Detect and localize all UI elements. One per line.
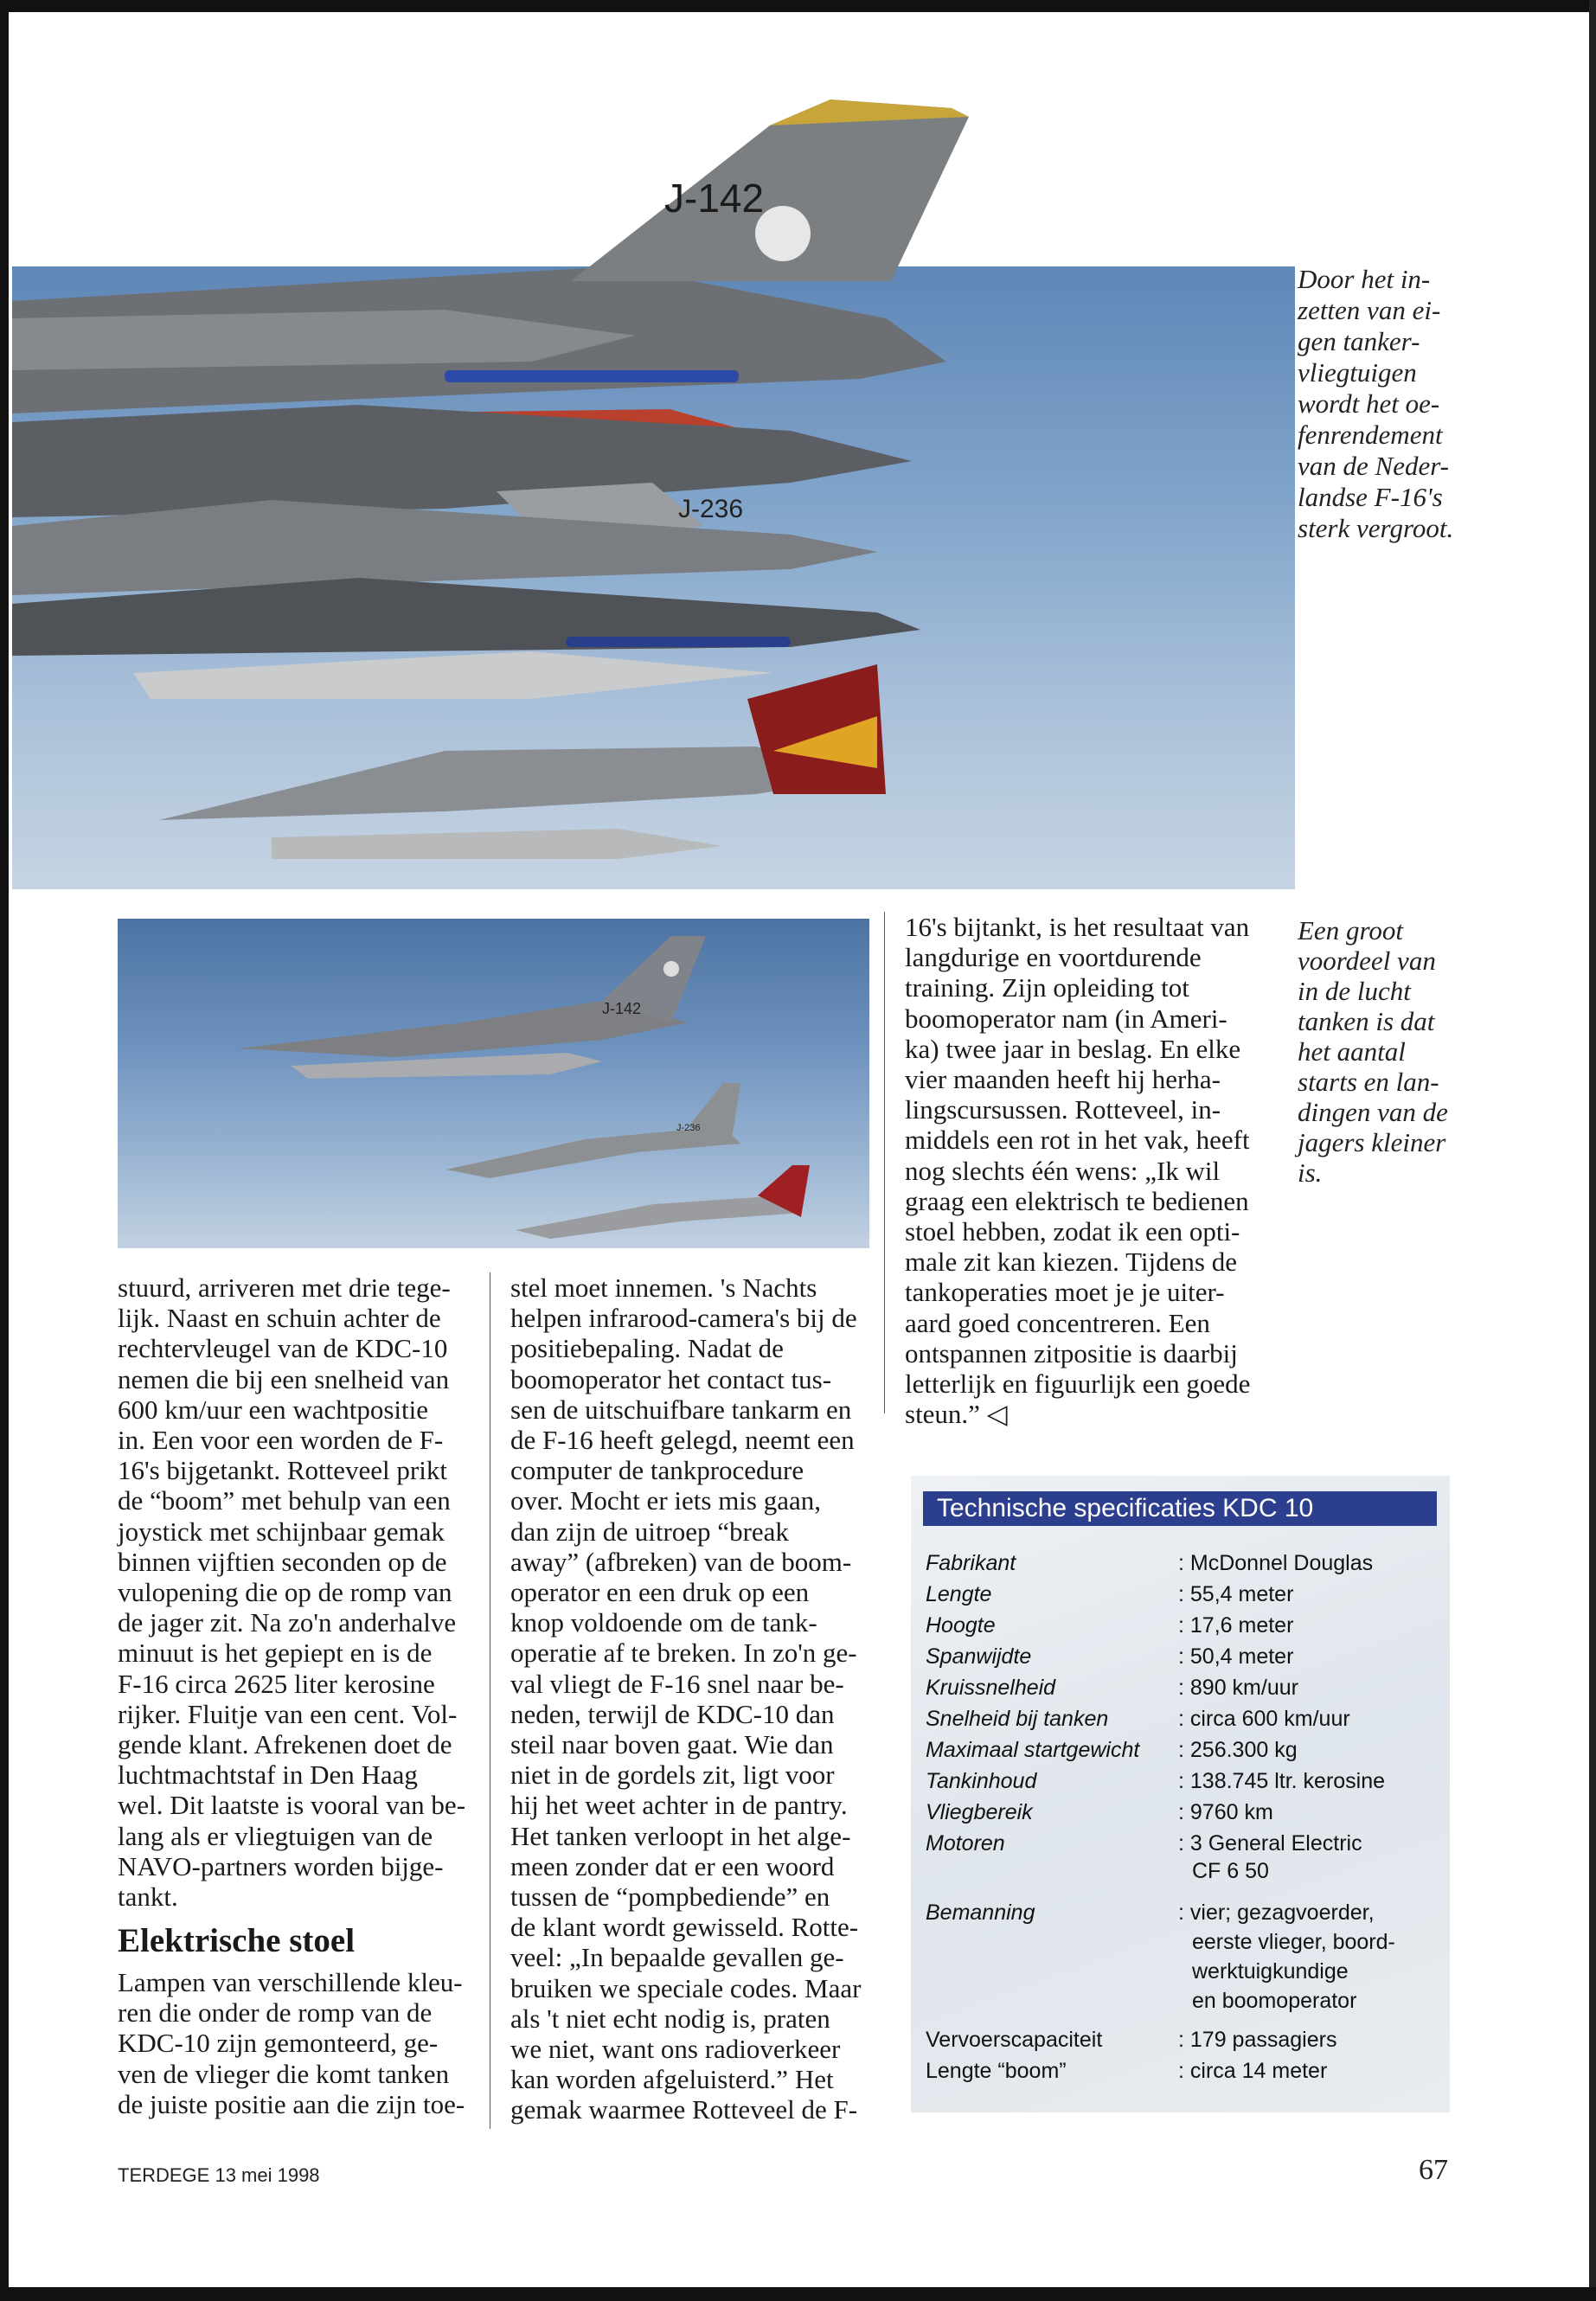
text-line: computer de tankprocedure <box>510 1455 804 1486</box>
hero-tail-fin <box>571 82 986 281</box>
text-line: sen de uitschuifbare tankarm en <box>510 1394 852 1425</box>
text-line: nog slechts één wens: „Ik wil <box>905 1155 1221 1186</box>
scan-border-right <box>1589 0 1596 2301</box>
text-line: F-16 circa 2625 liter kerosine <box>118 1668 435 1699</box>
scan-border-bottom <box>0 2287 1596 2301</box>
text-line: de F-16 heeft gelegd, neemt een <box>510 1425 855 1456</box>
spec-box-title: Technische specificaties KDC 10 <box>923 1491 1437 1526</box>
spec-value: : 17,6 meter <box>1178 1613 1294 1638</box>
text-line: neden, terwijl de KDC-10 dan <box>510 1698 835 1729</box>
text-line: training. Zijn opleiding tot <box>905 972 1189 1003</box>
jet-4-tank <box>272 829 721 859</box>
text-line: male zit kan kiezen. Tijdens de <box>905 1247 1237 1278</box>
text-line: aard goed concentreren. Een <box>905 1307 1210 1338</box>
text-line: knop voldoende om de tank- <box>510 1607 817 1638</box>
caption-line: Een groot <box>1298 915 1403 945</box>
spec-value: : 138.745 ltr. kerosine <box>1178 1769 1386 1793</box>
photo2-tail-code: J-142 <box>602 1000 642 1017</box>
caption-line: tanken is dat <box>1298 1006 1435 1036</box>
spec-label: Maximaal startgewicht <box>926 1738 1140 1762</box>
spec-label: Kruissnelheid <box>926 1676 1056 1700</box>
caption-line: van de Neder- <box>1298 451 1449 481</box>
caption-line: zetten van ei- <box>1298 295 1441 325</box>
text-line: away” (afbreken) van de boom- <box>510 1546 852 1577</box>
spec-value: werktuigkundige <box>1192 1959 1349 1984</box>
caption-line: starts en lan- <box>1298 1067 1439 1097</box>
text-line: over. Mocht er iets mis gaan, <box>510 1485 821 1516</box>
hero-photo-illustration <box>12 266 1295 889</box>
spec-label: Spanwijdte <box>926 1644 1032 1669</box>
text-line: ren die onder de romp van de <box>118 1997 433 2029</box>
text-line: tankt. <box>118 1881 178 1913</box>
article-column-3 <box>905 912 1264 1429</box>
spec-label: Lengte “boom” <box>926 2059 1067 2083</box>
section-heading: Elektrische stoel <box>118 1922 356 1959</box>
text-line: lijk. Naast en schuin achter de <box>118 1303 441 1334</box>
text-line: de klant wordt gewisseld. Rotte- <box>510 1912 859 1943</box>
spec-label: Motoren <box>926 1831 1005 1856</box>
text-line: rijker. Fluitje van een cent. Vol- <box>118 1698 458 1729</box>
text-line: letterlijk en figuurlijk een goede <box>905 1368 1251 1400</box>
text-line: veel: „In bepaalde gevallen ge- <box>510 1942 844 1973</box>
text-line: 600 km/uur een wachtpositie <box>118 1394 428 1425</box>
text-line: joystick met schijnbaar gemak <box>118 1516 445 1547</box>
caption-line: Door het in- <box>1298 264 1431 294</box>
photo-caption-top <box>1298 264 1479 544</box>
text-line: boomoperator nam (in Ameri- <box>905 1003 1227 1034</box>
text-line: middels een rot in het vak, heeft <box>905 1125 1250 1156</box>
article-column-1-continued <box>118 1967 468 2119</box>
spec-label: Bemanning <box>926 1900 1035 1925</box>
formation-photo <box>118 919 869 1248</box>
text-line: helpen infrarood-camera's bij de <box>510 1303 857 1334</box>
spec-value: eerste vlieger, boord- <box>1192 1930 1395 1954</box>
text-line: luchtmachtstaf in Den Haag <box>118 1759 418 1791</box>
text-line: bruiken we speciale codes. Maar <box>510 1972 862 2003</box>
page-number: 67 <box>1419 2154 1448 2186</box>
text-line: val vliegt de F-16 snel naar be- <box>510 1668 844 1699</box>
spec-value: : vier; gezagvoerder, <box>1178 1900 1375 1925</box>
caption-line: in de lucht <box>1298 976 1411 1006</box>
spec-value: CF 6 50 <box>1192 1859 1269 1883</box>
roundel-icon <box>663 961 679 977</box>
caption-line: sterk vergroot. <box>1298 513 1454 543</box>
spec-value: en boomoperator <box>1192 1989 1357 2013</box>
text-line: minuut is het gepiept en is de <box>118 1638 433 1669</box>
text-line: niet in de gordels zit, ligt voor <box>510 1759 835 1791</box>
text-line: stuurd, arriveren met drie tege- <box>118 1272 451 1303</box>
text-line: wel. Dit laatste is vooral van be- <box>118 1790 466 1821</box>
caption-line: voordeel van <box>1298 945 1436 976</box>
caption-line: jagers kleiner <box>1298 1127 1446 1157</box>
caption-line: wordt het oe- <box>1298 388 1440 419</box>
text-line: ka) twee jaar in beslag. En elke <box>905 1033 1241 1064</box>
text-line: nemen die bij een snelheid van <box>118 1363 450 1394</box>
fuel-tank <box>133 651 773 699</box>
text-line: ontspannen zitpositie is daarbij <box>905 1337 1238 1368</box>
spec-value: : McDonnel Douglas <box>1178 1551 1374 1575</box>
spec-value: : 256.300 kg <box>1178 1738 1298 1762</box>
text-line: tankoperaties moet je je uiter- <box>905 1277 1225 1308</box>
text-line: boomoperator het contact tus- <box>510 1363 832 1394</box>
text-line: vulopening die op de romp van <box>118 1577 452 1608</box>
text-line: dan zijn de uitroep “break <box>510 1516 789 1547</box>
text-line: tussen de “pompbediende” en <box>510 1881 830 1913</box>
caption-line: is. <box>1298 1157 1323 1188</box>
spec-value: : 179 passagiers <box>1178 2028 1337 2052</box>
article-column-2 <box>510 1272 869 2125</box>
spec-label: Vervoerscapaciteit <box>926 2028 1103 2052</box>
text-line: steil naar boven gaat. Wie dan <box>510 1729 834 1760</box>
text-line: hij het weet achter in de pantry. <box>510 1790 848 1821</box>
jet-2-tank <box>12 500 877 595</box>
spec-value: : 50,4 meter <box>1178 1644 1294 1669</box>
text-line: rechtervleugel van de KDC-10 <box>118 1333 448 1364</box>
hero-photo <box>12 266 1295 889</box>
scan-border-top <box>0 0 1596 12</box>
text-line: meen zonder dat er een woord <box>510 1850 835 1881</box>
text-line: stel moet innemen. 's Nachts <box>510 1272 817 1303</box>
spec-value: : circa 14 meter <box>1178 2059 1328 2083</box>
text-line: we niet, want ons radioverkeer <box>510 2034 841 2065</box>
scan-border-left <box>0 0 9 2301</box>
spec-label: Snelheid bij tanken <box>926 1707 1109 1731</box>
tail-fin-shape <box>571 82 986 281</box>
photo-caption-side <box>1298 915 1479 1188</box>
jet-4-fuselage <box>159 747 860 820</box>
text-line: de jager zit. Na zo'n anderhalve <box>118 1607 457 1638</box>
spec-box <box>911 1476 1450 2112</box>
caption-line: landse F-16's <box>1298 482 1443 512</box>
spec-label: Vliegbereik <box>926 1800 1033 1824</box>
text-line: de juiste positie aan die zijn toe- <box>118 2088 465 2119</box>
jet-third <box>516 1195 801 1239</box>
caption-line: dingen van de <box>1298 1097 1448 1127</box>
text-line: 16's bijgetankt. Rotteveel prikt <box>118 1455 447 1486</box>
spec-label: Tankinhoud <box>926 1769 1037 1793</box>
text-line: langdurige en voortdurende <box>905 942 1202 973</box>
tail-code-2: J-236 <box>678 495 744 523</box>
spec-value: : circa 600 km/uur <box>1178 1707 1350 1731</box>
photo2-tail-code-2: J-236 <box>676 1123 701 1133</box>
spec-value: : 9760 km <box>1178 1800 1273 1824</box>
jet-lead-tank <box>291 1053 602 1079</box>
spec-label: Hoogte <box>926 1613 996 1638</box>
spec-label: Fabrikant <box>926 1551 1016 1575</box>
article-column-1 <box>118 1272 468 1912</box>
text-line: KDC-10 zijn gemonteerd, ge- <box>118 2028 439 2059</box>
text-line: lingscursussen. Rotteveel, in- <box>905 1094 1221 1125</box>
caption-line: vliegtuigen <box>1298 357 1417 388</box>
tail-code-1: J-142 <box>664 176 765 221</box>
jet-3-missile <box>566 637 791 647</box>
text-line: binnen vijftien seconden op de <box>118 1546 447 1577</box>
text-line: positiebepaling. Nadat de <box>510 1333 784 1364</box>
text-line: Lampen van verschillende kleu- <box>118 1967 463 1997</box>
text-line: 16's bijtankt, is het resultaat van <box>905 912 1250 942</box>
text-line: ven de vlieger die komt tanken <box>118 2058 450 2089</box>
text-line: gemak waarmee Rotteveel de F- <box>510 2094 858 2125</box>
text-line: lang als er vliegtuigen van de <box>118 1820 433 1851</box>
text-line: NAVO-partners worden bijge- <box>118 1850 444 1881</box>
text-line: de “boom” met behulp van een <box>118 1485 451 1516</box>
formation-photo-illustration <box>118 919 869 1248</box>
text-line: gende klant. Afrekenen doet de <box>118 1729 452 1760</box>
text-line: steun.” ◁ <box>905 1399 1008 1430</box>
text-line: operatie af te breken. In zo'n ge- <box>510 1638 857 1669</box>
spec-value: : 890 km/uur <box>1178 1676 1298 1700</box>
caption-line: het aantal <box>1298 1036 1406 1067</box>
caption-line: gen tanker- <box>1298 326 1420 356</box>
text-line: Het tanken verloopt in het alge- <box>510 1820 851 1851</box>
footer-publication: TERDEGE 13 mei 1998 <box>118 2164 320 2186</box>
text-line: in. Een voor een worden de F- <box>118 1425 444 1456</box>
text-line: kan worden afgeluisterd.” Het <box>510 2064 834 2095</box>
jet-second <box>446 1126 740 1178</box>
spec-label: Lengte <box>926 1582 992 1606</box>
jet-1-missile <box>445 370 739 382</box>
text-line: stoel hebben, zodat ik een opti- <box>905 1216 1240 1247</box>
text-line: operator en een druk op een <box>510 1577 810 1608</box>
column-divider <box>884 912 885 1413</box>
spec-value: : 55,4 meter <box>1178 1582 1294 1606</box>
text-line: graag een elektrisch te bedienen <box>905 1185 1249 1216</box>
spec-value: : 3 General Electric <box>1178 1831 1362 1856</box>
caption-line: fenrendement <box>1298 420 1443 450</box>
text-line: vier maanden heeft hij herha- <box>905 1064 1221 1095</box>
jet-2-fuselage <box>12 405 912 517</box>
text-line: als 't niet echt nodig is, praten <box>510 2003 830 2034</box>
